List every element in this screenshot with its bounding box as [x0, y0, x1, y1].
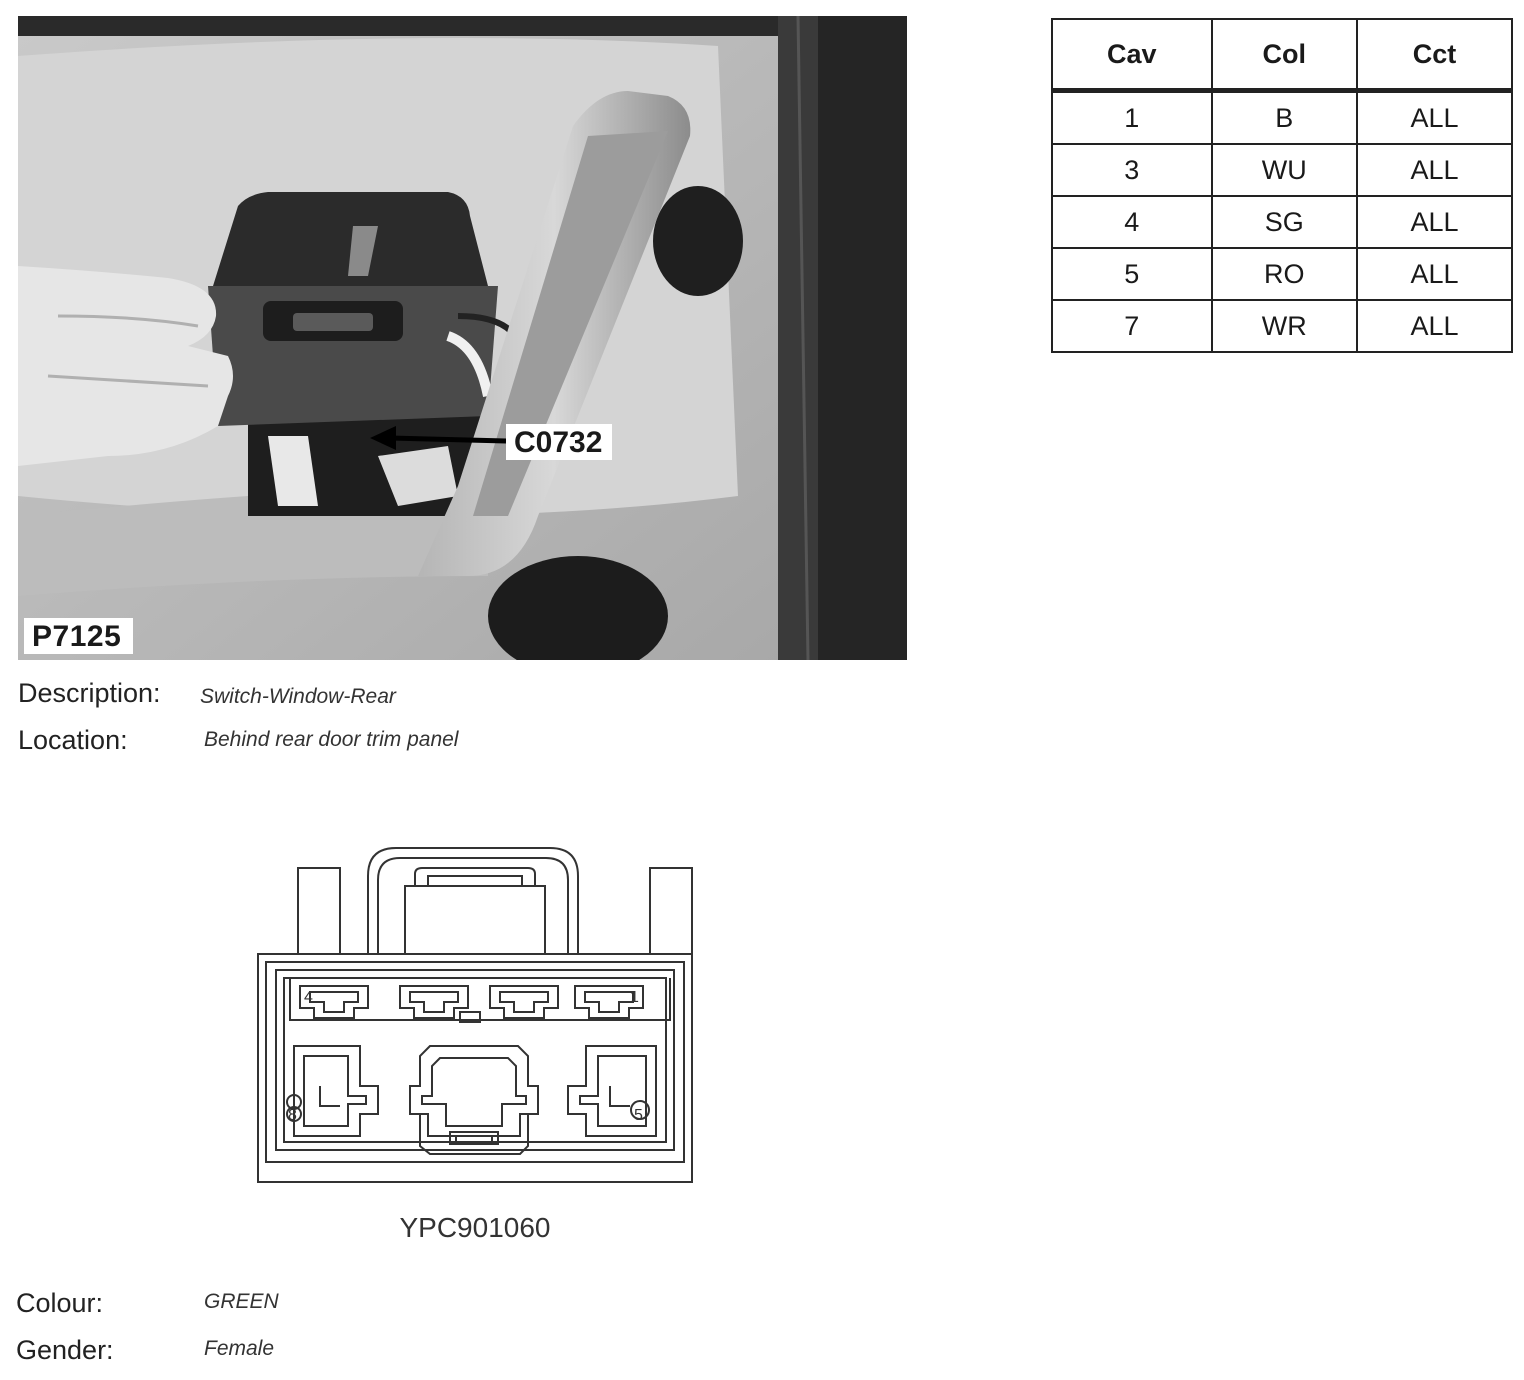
colour-value: GREEN	[204, 1290, 279, 1313]
connector-part-number: YPC901060	[399, 1212, 551, 1243]
gender-value: Female	[204, 1337, 275, 1360]
cell-cav: 3	[1052, 144, 1212, 196]
cell-col: SG	[1212, 196, 1357, 248]
cell-cct: ALL	[1357, 300, 1512, 352]
cell-col: WR	[1212, 300, 1357, 352]
connector-callout-label: C0732	[506, 424, 612, 460]
colour-label: Colour:	[16, 1288, 104, 1318]
location-value: Behind rear door trim panel	[204, 728, 459, 751]
table-row	[1052, 196, 1512, 248]
figure-id-label: P7125	[24, 618, 133, 654]
location-label: Location:	[18, 725, 128, 755]
cell-cav: 1	[1052, 91, 1212, 145]
description-label: Description:	[18, 678, 161, 708]
cell-cav: 5	[1052, 248, 1212, 300]
cell-col: RO	[1212, 248, 1357, 300]
cell-cav: 4	[1052, 196, 1212, 248]
cavity-label-bottom-right: 5	[634, 1107, 643, 1124]
table-row	[1052, 300, 1512, 352]
cell-cct: ALL	[1357, 248, 1512, 300]
table-row	[1052, 144, 1512, 196]
pin-table-header-row	[1052, 19, 1512, 91]
table-row	[1052, 248, 1512, 300]
pin-table	[1051, 18, 1513, 353]
connector-face-drawing	[250, 836, 700, 1191]
header-col: Col	[1212, 19, 1357, 91]
header-cct: Cct	[1357, 19, 1512, 91]
door-trim-illustration	[18, 16, 907, 660]
cavity-label-top-right: 1	[630, 989, 639, 1006]
table-row	[1052, 91, 1512, 145]
cell-col: B	[1212, 91, 1357, 145]
connector-face-svg	[250, 836, 700, 1186]
cell-cct: ALL	[1357, 91, 1512, 145]
description-value: Switch-Window-Rear	[200, 685, 396, 708]
cell-cct: ALL	[1357, 196, 1512, 248]
header-cav: Cav	[1052, 19, 1212, 91]
cavity-label-top-left: 4	[304, 989, 313, 1006]
cell-col: WU	[1212, 144, 1357, 196]
cell-cct: ALL	[1357, 144, 1512, 196]
cell-cav: 7	[1052, 300, 1212, 352]
connector-location-photo	[18, 16, 907, 660]
cavity-label-bottom-left: 8	[288, 1107, 297, 1124]
gender-label: Gender:	[16, 1335, 114, 1365]
